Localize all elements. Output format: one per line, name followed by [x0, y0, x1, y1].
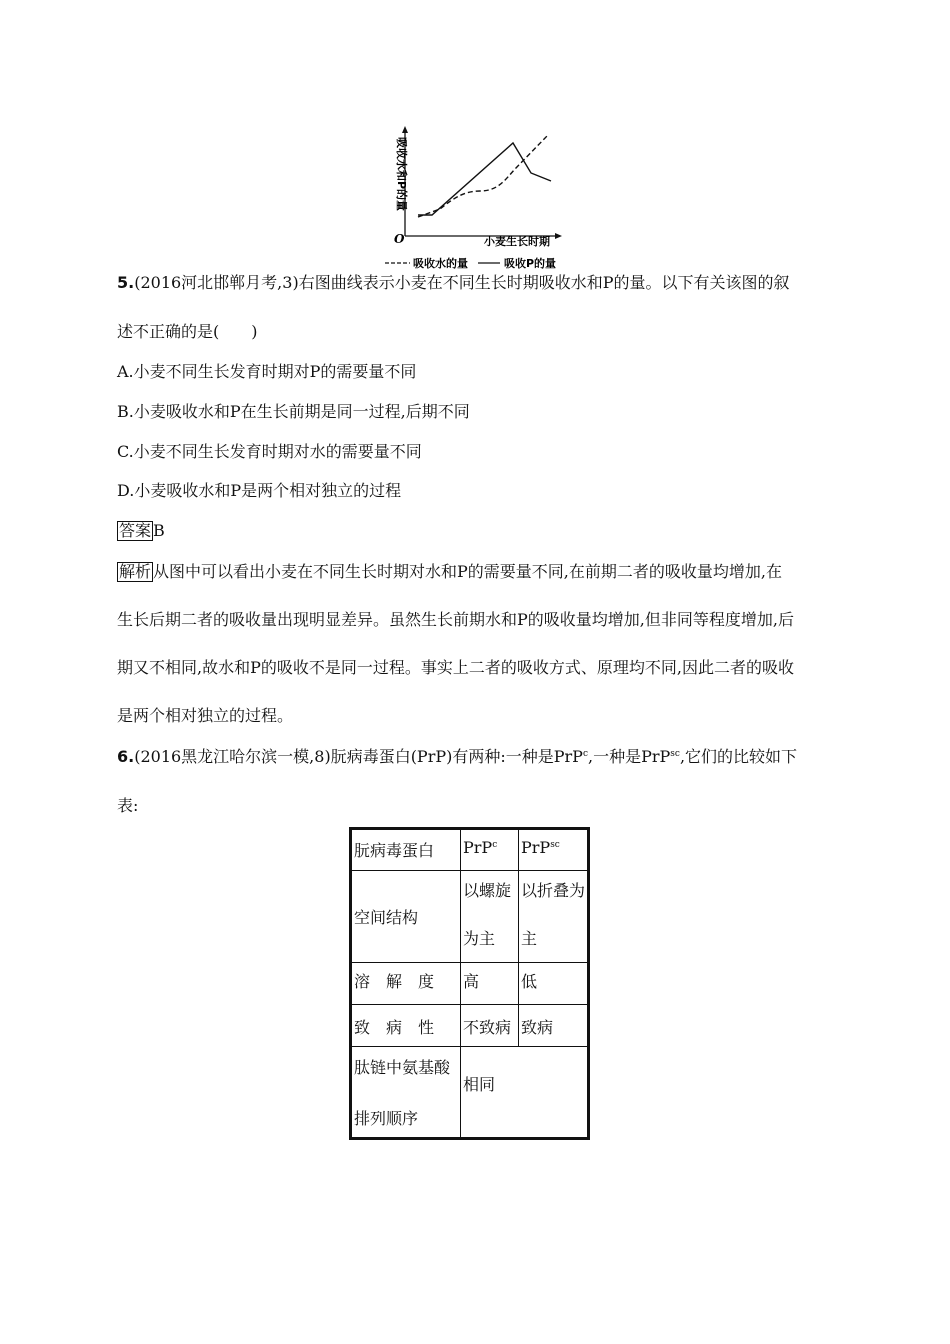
table-cell-solubility-prpc: 高 [461, 963, 519, 1005]
q6-stem-a: (2016黑龙江哈尔滨一模,8)朊病毒蛋白(PrP)有两种:一种是PrP [134, 747, 583, 766]
analysis-text1: 从图中可以看出小麦在不同生长时期对水和P的需要量不同,在前期二者的吸收量均增加,在 [153, 562, 782, 581]
q5-analysis-line3: 期又不相同,故水和P的吸收不是同一过程。事实上二者的吸收方式、原理均不同,因此二者的吸收 [117, 658, 794, 677]
table-label-solubility: 溶 解 度 [351, 963, 461, 1005]
table-cell-sequence-value: 相同 [461, 1047, 589, 1139]
origin-label: O [394, 232, 405, 246]
q6-stem-c: ,它们的比较如下 [679, 747, 798, 766]
table-cell-pathogenicity-prpsc: 致病 [519, 1005, 589, 1047]
q5-analysis-line4: 是两个相对独立的过程。 [117, 706, 294, 725]
table-row [351, 1047, 589, 1139]
table-header-label: 朊病毒蛋白 [351, 829, 461, 871]
y-axis-arrow [402, 126, 408, 133]
p-absorption-curve [418, 143, 551, 215]
q6-sup-c: c [582, 749, 588, 759]
q5-option-b: B.小麦吸收水和P在生长前期是同一过程,后期不同 [117, 402, 470, 421]
table-label-pathogenicity: 致 病 性 [351, 1005, 461, 1047]
table-cell-structure-prpc: 以螺旋 为主 [461, 871, 519, 963]
q5-analysis-line1 [117, 562, 782, 582]
legend-p-label: 吸收P的量 [504, 257, 557, 270]
q5-option-d: D.小麦吸收水和P是两个相对独立的过程 [117, 481, 402, 500]
answer-value: B [153, 521, 165, 540]
table-cell-structure-prpsc: 以折叠为 主 [519, 871, 589, 963]
table-row [351, 829, 589, 871]
answer-label: 答案 [119, 521, 152, 540]
legend-water-label: 吸收水的量 [413, 257, 468, 270]
table-row [351, 963, 589, 1005]
table-cell-solubility-prpsc: 低 [519, 963, 589, 1005]
q5-stem-line2: 述不正确的是( ) [117, 322, 258, 341]
table-row [351, 871, 589, 963]
q5-stem-text1: (2016河北邯郸月考,3)右图曲线表示小麦在不同生长时期吸收水和P的量。以下有关该图的叙 [134, 273, 790, 292]
analysis-label: 解析 [119, 562, 152, 581]
water-p-absorption-chart [380, 125, 580, 275]
q5-option-c: C.小麦不同生长发育时期对水的需要量不同 [117, 442, 422, 461]
table-cell-pathogenicity-prpc: 不致病 [461, 1005, 519, 1047]
x-axis-label: 小麦生长时期 [484, 235, 550, 248]
q6-stem-line2: 表: [117, 796, 139, 815]
table-label-sequence: 肽链中氨基酸 排列顺序 [351, 1047, 461, 1139]
q5-option-a: A.小麦不同生长发育时期对P的需要量不同 [117, 362, 417, 381]
table-row [351, 1005, 589, 1047]
q6-stem-line1 [117, 747, 797, 767]
prion-comparison-table [349, 827, 590, 1140]
y-axis-label: 吸收水和P的量 [395, 137, 408, 212]
q5-stem-line1 [117, 273, 789, 293]
q6-stem-b: ,一种是PrP [587, 747, 671, 766]
q5-number: 5. [117, 273, 135, 292]
q6-number: 6. [117, 747, 135, 766]
q6-sup-sc: sc [670, 749, 680, 759]
water-absorption-curve [418, 135, 548, 217]
q5-answer [117, 521, 165, 541]
table-header-prpc: PrP$^c$ [461, 829, 519, 871]
x-axis-arrow [555, 233, 562, 239]
table-header-prpsc: PrP$^{sc}$ [519, 829, 589, 871]
q5-analysis-line2: 生长后期二者的吸收量出现明显差异。虽然生长前期水和P的吸收量均增加,但非同等程度增加,后 [117, 610, 794, 629]
table-label-structure: 空间结构 [351, 871, 461, 963]
